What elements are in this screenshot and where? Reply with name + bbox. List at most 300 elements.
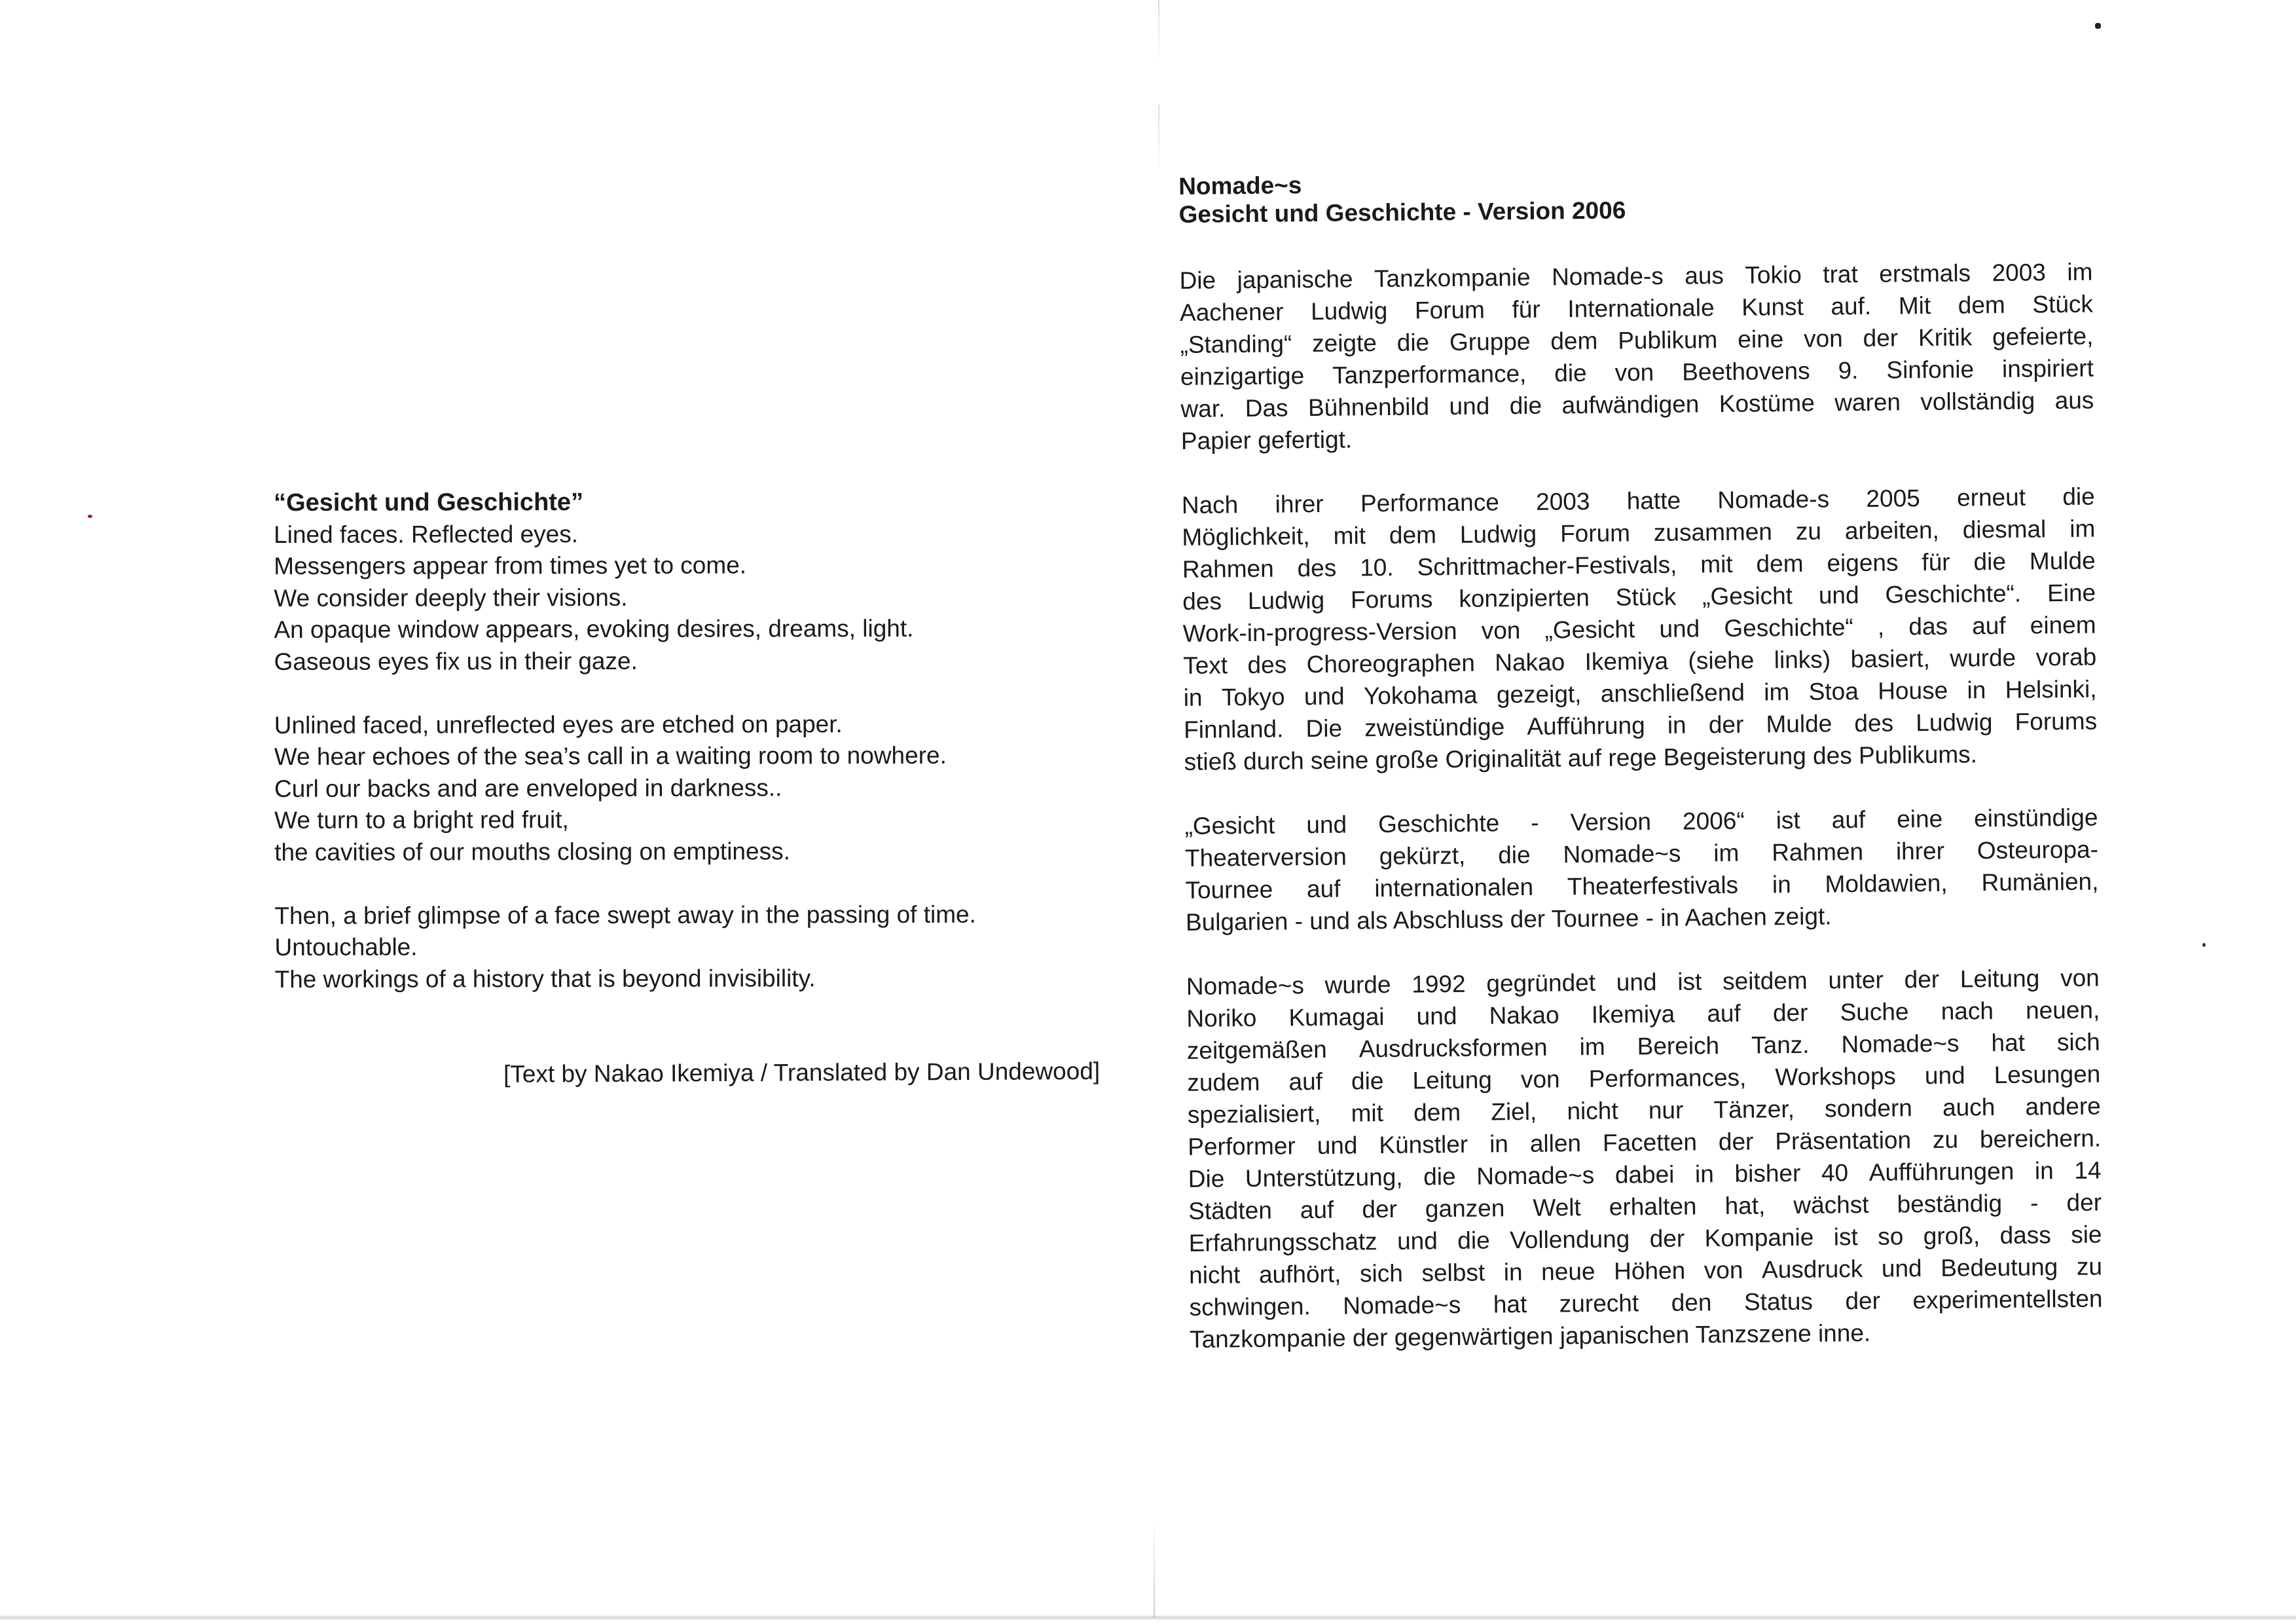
poem-line: Untouchable. [274, 933, 418, 961]
article-word: 14 [2074, 1156, 2102, 1184]
article-word: erneut [1956, 483, 2026, 511]
article-word: bereichern. [1979, 1124, 2102, 1153]
red-speck [88, 515, 92, 518]
article-word: diesmal [1962, 515, 2047, 544]
article-word: Mulde [2029, 547, 2096, 575]
article-word: die [1423, 1163, 1456, 1190]
article-word: 2005 [1866, 485, 1920, 512]
article-word: Nakao [1495, 648, 1565, 676]
article-word: Ausdruck [1761, 1255, 1863, 1283]
article-word: Welt [1533, 1194, 1581, 1221]
article-word: auf [1300, 1196, 1334, 1224]
article-word: Rumänien, [1981, 868, 2099, 896]
article-word: den [1671, 1289, 1712, 1316]
article-word: unter [1828, 966, 1884, 994]
article-word: Gruppe [1449, 327, 1531, 356]
article-word: und [1616, 969, 1657, 996]
article-word: Möglichkeit, [1182, 523, 1310, 551]
article-word: Tokio [1745, 261, 1802, 289]
article-word: die [1554, 360, 1587, 387]
article-word: mit [1700, 550, 1733, 578]
article-word: zurecht [1559, 1289, 1639, 1318]
article-word: Tokyo [1221, 683, 1285, 711]
article-word: ist [1833, 1223, 1858, 1251]
fold-line [1154, 1526, 1155, 1617]
article-word: Theaterfestivals [1567, 871, 1739, 900]
article-word: ist [1776, 806, 1800, 834]
article-word: der [1708, 710, 1744, 739]
article-word: der [1649, 1225, 1685, 1253]
article-word: Choreographen [1306, 649, 1475, 678]
article-word: die [1351, 1067, 1384, 1095]
article-word: seitdem [1722, 967, 1808, 995]
article-word: Rahmen [1772, 838, 1864, 866]
article-word: Osteuropa- [1977, 836, 2099, 864]
article-word: in [1489, 1130, 1509, 1158]
article-word: Nomade-s [1717, 485, 1830, 514]
article-word: aus [2054, 386, 2094, 415]
article-word: von [1614, 359, 1654, 386]
poem-attribution: [Text by Nakao Ikemiya / Translated by Dan Undewood] [503, 1058, 1101, 1088]
article-word: Suche [1840, 998, 1909, 1026]
article-word: der [2066, 1189, 2102, 1217]
article-word: dem [1550, 327, 1598, 355]
article-word: Sinfonie [1886, 356, 1975, 384]
article-word: Erfahrungsschatz [1188, 1228, 1377, 1257]
article-word: Performer [1188, 1132, 1296, 1160]
article-word: Kritik [1918, 323, 1973, 352]
article-word: 40 [1821, 1159, 1849, 1187]
article-word: Ziel, [1491, 1098, 1537, 1126]
article-word: auf [1972, 612, 2006, 640]
article-word: im [2069, 515, 2096, 542]
ink-speck [2202, 943, 2206, 947]
article-word: Tänzer, [1713, 1096, 1795, 1124]
article-line: stieß durch seine große Originalität auf rege Begeisterung des Publikums. [1184, 741, 1978, 775]
article-word: Künstler [1379, 1130, 1468, 1159]
article-word: Ludwig [1247, 586, 1325, 615]
article-word: und [1924, 1061, 1965, 1090]
article-word: Geschichte“ [1724, 614, 1853, 642]
article-word: 2003 [1992, 259, 2047, 287]
article-word: trat [1823, 261, 1858, 288]
article-word: andere [2025, 1092, 2101, 1120]
article-word: , [1877, 613, 1885, 640]
article-word: Stück [1615, 583, 1677, 611]
article-word: aufwändigen [1561, 390, 1700, 419]
article-word: bisher [1734, 1159, 1801, 1187]
article-heading-company: Nomade~s [1178, 172, 1302, 200]
article-word: beständig [1897, 1189, 2003, 1218]
article-word: 1992 [1412, 970, 1466, 998]
article-word: von [2060, 964, 2100, 992]
article-line: Papier gefertigt. [1180, 426, 1353, 454]
article-word: Theaterversion [1184, 843, 1347, 872]
poem-line: An opaque window appears, evoking desires, dreams, light. [274, 614, 914, 643]
article-word: die [1498, 841, 1531, 869]
article-word: 2003 [1535, 487, 1590, 515]
fold-line [1158, 0, 1159, 59]
article-word: Noriko [1186, 1004, 1257, 1032]
article-word: Nomade~s [1841, 1029, 1959, 1058]
article-word: die [1509, 392, 1542, 420]
article-word: Höhen [1613, 1257, 1686, 1285]
article-word: Die [1188, 1165, 1225, 1192]
article-word: hatte [1626, 487, 1681, 515]
article-word: in [1183, 684, 1203, 711]
article-word: auf [1288, 1067, 1323, 1096]
article-word: die [2062, 483, 2095, 511]
article-word: konzipierten [1459, 584, 1590, 612]
article-word: Helsinki, [2005, 675, 2097, 703]
article-word: sondern [1824, 1094, 1913, 1122]
poem-line: the cavities of our mouths closing on emptiness. [274, 837, 790, 866]
article-word: Kompanie [1704, 1223, 1814, 1252]
article-word: vorab [2035, 643, 2097, 671]
article-word: vollständig [1920, 387, 2035, 416]
article-word: Geschichte“. [1885, 580, 2022, 608]
article-word: ist [1677, 968, 1702, 995]
article-word: im [2067, 258, 2093, 286]
poem-line: We consider deeply their visions. [274, 583, 628, 612]
article-word: Nomade~s [1476, 1161, 1595, 1190]
poem-stanza [274, 898, 1125, 995]
article-word: Nakao [1489, 1001, 1559, 1029]
article-word: Unterstützung, [1245, 1163, 1403, 1192]
article-word: Stück [2032, 290, 2094, 318]
article-word: Städten [1188, 1196, 1272, 1225]
article-word: spezialisiert, [1187, 1099, 1321, 1128]
article-word: groß, [1923, 1222, 1980, 1250]
article-word: Performance [1360, 489, 1499, 517]
article-word: Mulde [1766, 710, 1832, 738]
article-word: einstündige [1973, 803, 2098, 832]
article-word: zeitgemäßen [1186, 1035, 1327, 1064]
article-word: Tournee [1185, 876, 1273, 904]
article-word: zeigte [1311, 329, 1377, 358]
article-word: Performances, [1588, 1063, 1747, 1093]
article-word: ganzen [1425, 1194, 1505, 1223]
article-word: auch [1942, 1094, 1995, 1121]
article-word: Ludwig [1916, 709, 1993, 737]
article-word: zu [2076, 1253, 2103, 1280]
article-word: Leitung [1412, 1066, 1493, 1094]
article-word: Bereich [1637, 1032, 1720, 1060]
article-word: Aachener [1179, 298, 1284, 326]
article-word: dem [1958, 291, 2005, 319]
article-word: waren [1834, 388, 1901, 416]
article-word: in [2034, 1157, 2054, 1185]
article-heading-title: Gesicht und Geschichte - Version 2006 [1178, 196, 1626, 228]
article-word: Tanzkompanie [1374, 263, 1531, 293]
article-word: das [1908, 612, 1948, 640]
article-word: von [1520, 1065, 1560, 1094]
article-word: Forum [1559, 519, 1631, 547]
poem-line: Lined faces. Reflected eyes. [274, 520, 579, 548]
article-word: auf [1707, 999, 1741, 1027]
article-word: wächst [1793, 1190, 1869, 1219]
article-body [1179, 256, 2103, 1356]
article-word: sie [2071, 1221, 2102, 1248]
article-word: arbeiten, [1844, 516, 1940, 545]
article-word: und [1416, 1002, 1457, 1030]
article-word: von [1803, 325, 1843, 352]
article-word: der [1904, 965, 1940, 993]
article-word: - [2030, 1189, 2039, 1217]
article-word: ihrer [1275, 490, 1324, 518]
article-word: Ikemiya [1591, 1000, 1675, 1029]
article-word: gekürzt, [1379, 841, 1466, 870]
article-word: hat [1493, 1290, 1527, 1318]
article-word: Leitung [1959, 965, 2040, 993]
article-word: Bedeutung [1941, 1253, 2058, 1282]
article-word: hat [1991, 1029, 2026, 1057]
article-line: Tanzkompanie der gegenwärtigen japanischen Tanzszene inne. [1189, 1319, 1871, 1353]
article-word: des [1247, 651, 1287, 679]
article-word: Forum [1414, 296, 1485, 324]
article-word: Ludwig [1310, 297, 1388, 325]
article-word: gezeigt, [1496, 680, 1582, 709]
article-word: japanische [1237, 265, 1353, 294]
article-word: und [1881, 1255, 1922, 1282]
article-word: einem [2030, 611, 2096, 639]
article-word: Beethovens [1682, 357, 1810, 386]
article-word: allen [1529, 1130, 1582, 1157]
article-word: nicht [1188, 1261, 1241, 1289]
article-paragraph [1182, 481, 2098, 778]
article-paragraph [1186, 962, 2104, 1356]
article-word: die [1457, 1227, 1490, 1254]
ink-speck [2095, 23, 2101, 29]
article-word: erhalten [1609, 1192, 1697, 1221]
article-word: gegründet [1486, 969, 1596, 997]
article-word: Kostüme [1719, 389, 1815, 418]
poem [274, 485, 1126, 1027]
article-word: internationalen [1374, 873, 1534, 902]
article-word: auf [1831, 805, 1866, 834]
article-word: Aufführung [1527, 712, 1645, 740]
article-word: eine [1738, 325, 1784, 353]
article-word: von [1704, 1256, 1743, 1284]
scan-bottom-edge [0, 1615, 2296, 1620]
article-word: war. [1180, 395, 1226, 422]
fold-line [1158, 105, 1159, 167]
article-word: anschließend [1600, 678, 1745, 707]
article-word: eine [1897, 805, 1943, 833]
article-word: die [1973, 547, 2007, 576]
poem-line: Gaseous eyes fix us in their gaze. [274, 647, 638, 675]
article-word: 2006“ [1682, 807, 1745, 835]
article-word: und [1449, 392, 1490, 420]
article-word: in [1694, 1160, 1715, 1188]
article-line: Bulgarien - und als Abschluss der Tournee - in Aachen zeigt. [1185, 902, 1832, 936]
poem-line: The workings of a history that is beyond invisibility. [274, 964, 816, 993]
article-word: gefeierte, [1992, 322, 2094, 351]
article-word: und [1659, 615, 1700, 642]
article-word: schwingen. [1189, 1293, 1311, 1321]
article-word: Text [1183, 652, 1228, 679]
article-word: mit [1351, 1099, 1384, 1127]
article-word: Tanz. [1751, 1031, 1810, 1059]
article-word: zudem [1187, 1068, 1260, 1096]
article-word: in [1667, 711, 1686, 739]
poem-line: Then, a brief glimpse of a face swept away in the passing of time. [274, 900, 976, 929]
article-word: Ausdrucksformen [1358, 1033, 1548, 1063]
article-word: nicht [1567, 1097, 1618, 1125]
article-word: der [1772, 999, 1808, 1027]
article-word: „Gesicht [1702, 582, 1793, 610]
article-word: aus [1685, 262, 1724, 289]
article-word: Internationale [1567, 294, 1715, 323]
article-word: Eine [2047, 579, 2096, 607]
article-word: von [1481, 617, 1521, 644]
article-word: mit [1333, 522, 1366, 549]
poem-line: Curl our backs and are enveloped in darkness.. [274, 773, 782, 802]
article-word: des [1182, 587, 1222, 615]
article-word: und [1317, 1132, 1358, 1160]
article-word: experimentellsten [1912, 1285, 2103, 1314]
article-word: Lesungen [1994, 1060, 2101, 1089]
article-word: inspiriert [2001, 354, 2094, 382]
article-word: so [1878, 1223, 1904, 1250]
article-word: für [1922, 548, 1950, 576]
article-paragraph [1184, 802, 2099, 938]
article-word: Facetten [1602, 1128, 1698, 1156]
article-word: und [1303, 682, 1345, 710]
article-word: und [1818, 581, 1859, 609]
article-word: der [1718, 1128, 1754, 1156]
article-word: zu [1795, 517, 1822, 545]
article-word: auf. [1831, 292, 1872, 320]
article-word: „Standing“ [1180, 330, 1292, 358]
article-word: Nach [1181, 491, 1239, 519]
article-word: erstmals [1879, 259, 1971, 287]
article-word: Schrittmacher-Festivals, [1417, 551, 1677, 581]
article-word: Stoa [1808, 678, 1859, 705]
article-word: die [1396, 329, 1430, 356]
article-word: „Gesicht [1544, 616, 1635, 644]
article-word: sich [2056, 1028, 2100, 1056]
article-word: wurde [1950, 644, 2016, 672]
article-word: Nomade~s [1186, 972, 1305, 1000]
article-word: dem [1413, 1098, 1461, 1126]
article-word: Die [1179, 267, 1216, 294]
article-word: wurde [1324, 970, 1391, 999]
article-word: dass [1999, 1221, 2051, 1249]
poem-line: Unlined faced, unreflected eyes are etched on paper. [274, 710, 843, 739]
article-word: und [1306, 811, 1347, 839]
article-word: Moldawien, [1825, 869, 1948, 898]
article-word: dem [1756, 549, 1804, 578]
article-word: Mit [1898, 291, 1931, 320]
article-word: aufhört, [1258, 1260, 1341, 1288]
article-word: Forums [1350, 585, 1433, 614]
article-word: House [1878, 676, 1948, 705]
article-word: 10. [1360, 553, 1394, 581]
article-word: nur [1648, 1096, 1684, 1124]
article-word: zweistündige [1364, 713, 1505, 742]
article-word: Ikemiya [1584, 647, 1669, 676]
article-word: Workshops [1775, 1062, 1896, 1091]
article-word: Vollendung [1509, 1225, 1630, 1254]
article-word: in [1772, 871, 1791, 898]
article-word: Version [1570, 808, 1652, 836]
article-word: Forums [2014, 707, 2098, 735]
article-word: Publikum [1618, 326, 1718, 354]
article-word: eigens [1827, 549, 1899, 577]
article-word: für [1512, 295, 1540, 323]
article-word: zusammen [1653, 518, 1773, 547]
article-word: neue [1540, 1257, 1595, 1285]
article-word: des [1297, 554, 1337, 582]
article-word: der [1362, 1195, 1398, 1223]
article-word: der [1863, 324, 1899, 352]
article-word: dabei [1614, 1160, 1675, 1189]
article-word: 9. [1838, 357, 1859, 384]
article-word: Nomade~s [1343, 1291, 1461, 1320]
article-word: Nomade-s [1551, 262, 1664, 291]
article-word: zu [1932, 1126, 1959, 1154]
article-word: des [1854, 709, 1894, 737]
article-word: sich [1359, 1259, 1404, 1287]
article-word: Kunst [1741, 293, 1804, 321]
article-word: nach [1941, 997, 1994, 1025]
article-paragraph [1179, 256, 2094, 457]
article-word: Status [1743, 1287, 1813, 1316]
article-word: Nomade~s [1563, 840, 1681, 868]
article-word: neuen, [2025, 996, 2100, 1024]
article-word: im [1764, 678, 1790, 706]
article-word: Ludwig [1459, 520, 1537, 548]
article-word: Das [1245, 394, 1288, 422]
article-word: Aufführungen [1868, 1157, 2014, 1186]
article-word: Yokohama [1363, 681, 1478, 710]
poem-line: We turn to a bright red fruit, [274, 806, 569, 834]
article-word: einzigartige [1180, 362, 1305, 390]
article-word: „Gesicht [1184, 811, 1275, 840]
article-word: Work-in-progress-Version [1182, 617, 1457, 647]
article-word: Bühnenbild [1307, 393, 1430, 422]
poem-title: “Gesicht und Geschichte” [274, 489, 584, 517]
article-word: dem [1389, 521, 1437, 549]
article-word: Tanzperformance, [1332, 360, 1527, 389]
article-word: Präsentation [1775, 1126, 1912, 1155]
poem-line: Messengers appear from times yet to come. [274, 551, 747, 580]
article-word: Kumagai [1288, 1003, 1385, 1031]
article-word: - [1531, 809, 1539, 836]
article-word: basiert, [1850, 645, 1931, 673]
poem-stanza [274, 517, 1125, 678]
article-word: im [1579, 1033, 1605, 1061]
article-word: in [1503, 1259, 1523, 1286]
article [1178, 164, 2104, 1388]
article-word: der [1845, 1287, 1881, 1315]
article-word: Finnland. [1183, 715, 1284, 743]
article-word: ihrer [1895, 837, 1945, 865]
article-word: links) [1774, 646, 1831, 674]
poem-stanza [274, 708, 1126, 868]
article-word: Rahmen [1182, 555, 1274, 583]
article-word: selbst [1421, 1259, 1485, 1287]
article-word: hat, [1724, 1192, 1766, 1220]
article-word: Geschichte [1377, 809, 1500, 838]
poem-line: We hear echoes of the sea’s call in a waiting room to nowhere. [274, 741, 947, 770]
article-word: in [1967, 676, 1986, 704]
article-word: im [1713, 839, 1740, 867]
article-word: auf [1306, 875, 1341, 903]
article-word: und [1396, 1227, 1438, 1255]
article-word: (siehe [1688, 646, 1755, 674]
